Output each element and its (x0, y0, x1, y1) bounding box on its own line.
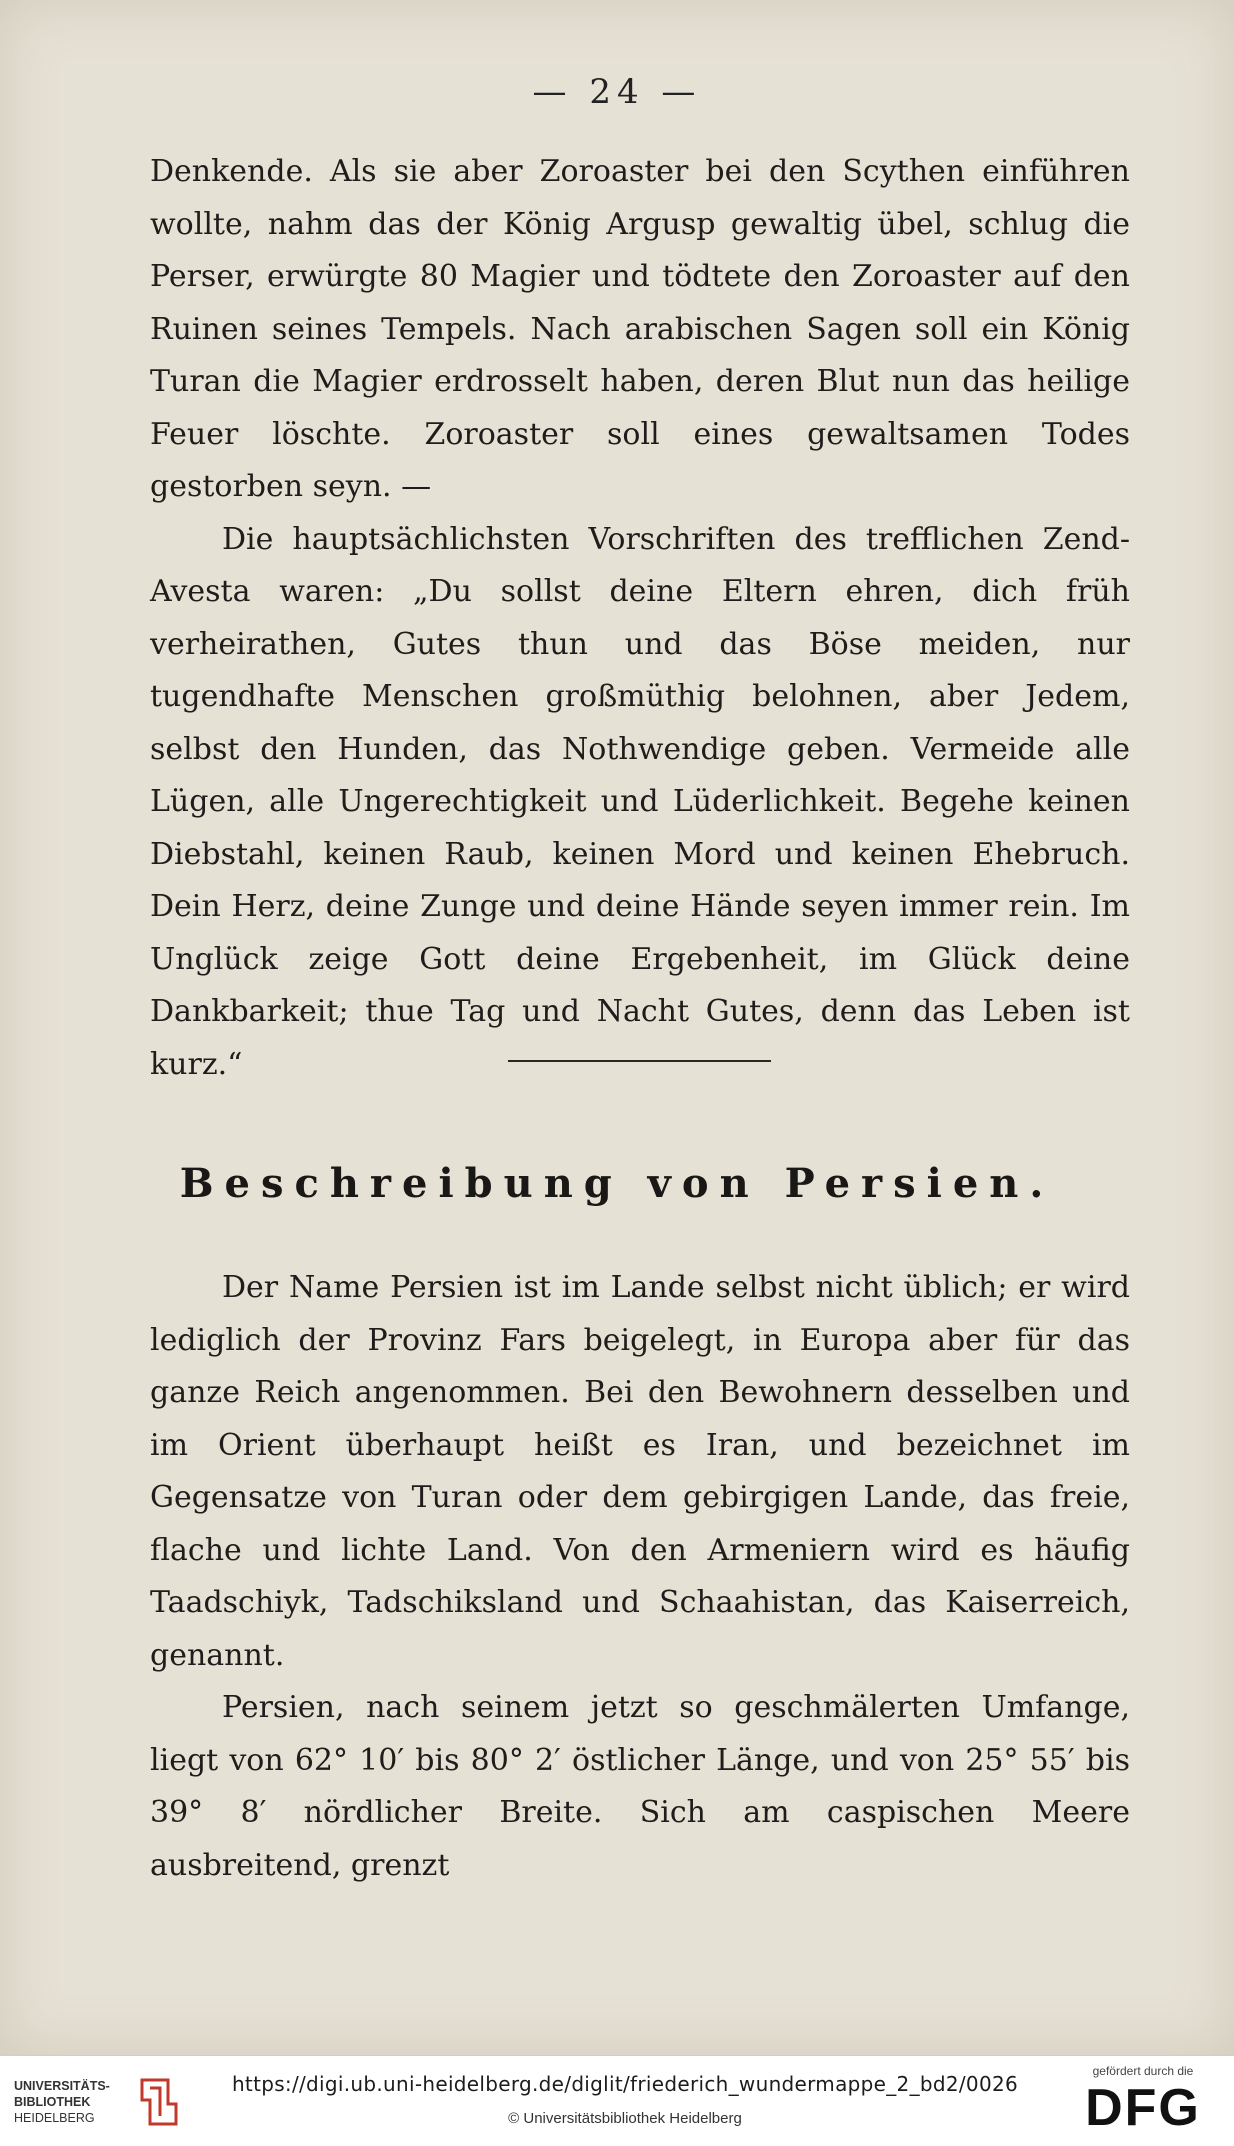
library-name-line: BIBLIOTHEK (14, 2095, 91, 2109)
section-heading: Beschreibung von Persien. (179, 1160, 1055, 1207)
paragraph-zoroaster-end: Denkende. Als sie aber Zoroaster bei den Scythen einführen wollte, nahm das der König Argusp gewaltig übel, schlug die Perser, erwürgte 80 Magier und tödtete den Zoroaster auf den Ruinen seines Tempels. Nach arabischen Sagen soll ein König Turan die Magier erdrosselt haben, deren Blut nun das heilige Feuer löschte. Zoroaster soll eines gewaltsamen Todes gestorben seyn. — (150, 154, 1130, 504)
permalink-url[interactable]: https://digi.ub.uni-heidelberg.de/diglit/friederich_wundermappe_2_bd2/0026 (231, 2072, 1019, 2096)
dfg-logo: DFG (1085, 2079, 1201, 2137)
paragraph-name-persien: Der Name Persien ist im Lande selbst nicht üblich; er wird lediglich der Provinz Fars beigelegt, in Europa aber für das ganze Reich angenommen. Bei den Bewohnern desselben und im Orient überhaupt heißt es Iran, und bezeichnet im Gegensatze von Turan oder dem gebirgigen Lande, das freie, flache und lichte Land. Von den Armeniern wird es häufig Taadschiyk, Tadschiksland und Schaahistan, das Kaiserreich, genannt. (150, 1270, 1130, 1673)
funding-credit[interactable] (1078, 2064, 1208, 2136)
paragraph-location: Persien, nach seinem jetzt so geschmälerten Umfange, liegt von 62° 10′ bis 80° 2′ östlicher Länge, und von 25° 55′ bis 39° 8′ nördlicher Breite. Sich am caspischen Meere ausbreitend, grenzt (150, 1690, 1130, 1883)
paragraph-zend-avesta: Die hauptsächlichsten Vorschriften des trefflichen Zend-Avesta waren: „Du sollst deine Eltern ehren, dich früh verheirathen, Gutes thun und das Böse meiden, nur tugendhafte Menschen großmüthig belohnen, aber Jedem, selbst den Hunden, das Nothwendige geben. Vermeide alle Lügen, alle Ungerechtigkeit und Lüderlichkeit. Begehe keinen Diebstahl, keinen Raub, keinen Mord und keinen Ehebruch. Dein Herz, deine Zunge und deine Hände seyen immer rein. Im Unglück zeige Gott deine Ergebenheit, im Glück deine Dankbarkeit; thue Tag und Nacht Gutes, denn das Leben ist kurz.“ (150, 521, 1130, 1082)
funding-label: gefördert durch die (1092, 2064, 1194, 2078)
library-logo[interactable] (14, 2076, 189, 2132)
page-number: — 24 — (532, 72, 702, 112)
viewer-footer (0, 2055, 1234, 2146)
library-name-line: HEIDELBERG (14, 2111, 95, 2125)
text-block-top (150, 146, 1130, 1091)
library-name (14, 2078, 134, 2126)
text-block-bottom (150, 1262, 1130, 1892)
library-emblem-icon (138, 2076, 180, 2128)
copyright-notice: © Universitätsbibliothek Heidelberg (508, 2110, 742, 2127)
section-divider (508, 1060, 771, 1062)
library-name-line: UNIVERSITÄTS- (14, 2079, 110, 2093)
